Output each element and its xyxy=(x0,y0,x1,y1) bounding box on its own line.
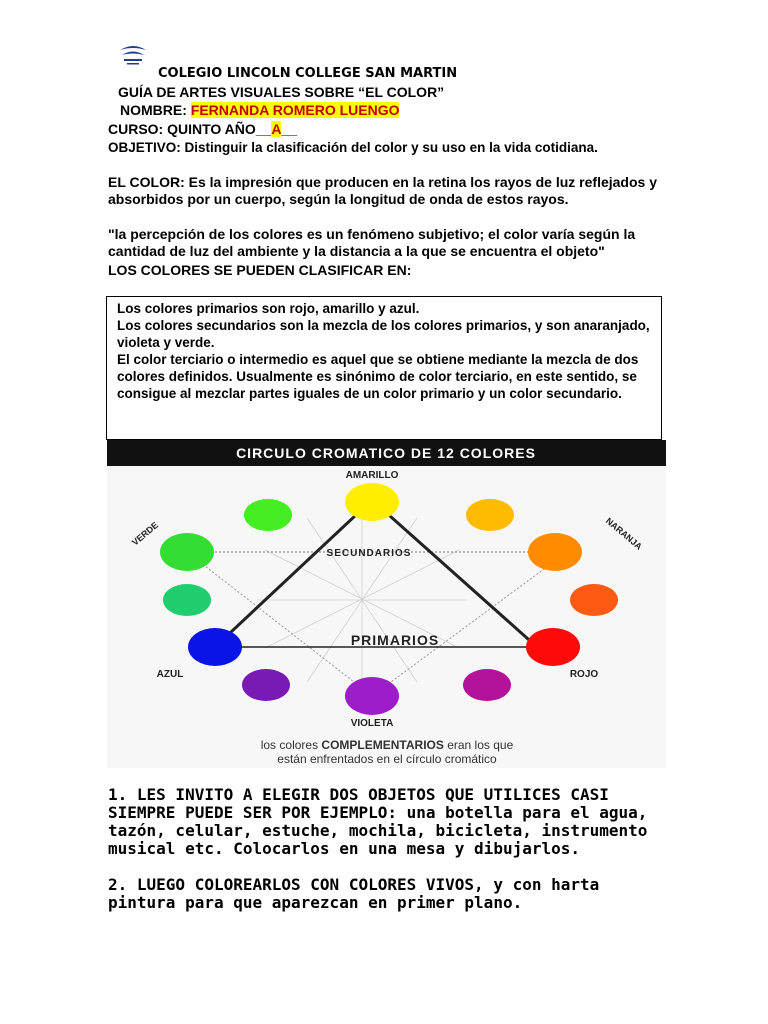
school-logo xyxy=(118,44,148,70)
swatch-naranja xyxy=(528,533,582,571)
task-1: 1. LES INVITO A ELEGIR DOS OBJETOS QUE UTILICES CASI SIEMPRE PUEDE SER POR EJEMPLO: una botella para el agua, tazón, celular, estuche, mochila, bicicleta, instrumento musical etc. Colocarlos en una mesa y dibujarlos. xyxy=(108,785,648,858)
label-primarios: PRIMARIOS xyxy=(350,632,440,648)
tertiary-colors-text: El color terciario o intermedio es aquel que se obtiene mediante la mezcla de dos colores definidos. Usualmente es sinónimo de color terciario, en este sentido, se consigue al mezclar partes iguales de un color primario y un color secundario. xyxy=(117,352,639,401)
swatch-azul xyxy=(188,628,242,666)
swatch-rojo xyxy=(526,628,580,666)
swatch-rojo-violeta xyxy=(463,669,511,701)
guide-title: GUÍA DE ARTES VISUALES SOBRE “EL COLOR” xyxy=(118,84,445,100)
name-label: NOMBRE: xyxy=(120,102,187,118)
label-naranja: NARANJA xyxy=(603,515,645,552)
swatch-amarillo-verde xyxy=(244,499,292,531)
swatch-verde-azul xyxy=(163,584,211,616)
color-definition: EL COLOR: Es la impresión que producen en la retina los rayos de luz reflejados y absorbidos por un cuerpo, según la longitud de onda de estos rayos. xyxy=(108,174,657,207)
caption-line2: están enfrentados en el círculo cromático xyxy=(277,752,497,766)
task-2: 2. LUEGO COLOREARLOS CON COLORES VIVOS, y con harta pintura para que aparezcan en primer plano. xyxy=(108,875,600,912)
wheel-title: CIRCULO CROMATICO DE 12 COLORES xyxy=(236,445,536,461)
color-quote: "la percepción de los colores es un fenómeno subjetivo; el color varía según la cantidad de luz del ambiente y la distancia a la que se encuentra el objeto" xyxy=(108,226,636,259)
course-suffix: __ xyxy=(281,121,298,137)
swatch-azul-violeta xyxy=(242,669,290,701)
secondary-colors-text: Los colores secundarios son la mezcla de los colores primarios, y son anaranjado, violeta y verde. xyxy=(117,318,650,350)
student-name-row xyxy=(120,102,399,118)
label-verde: VERDE xyxy=(129,519,161,548)
swatch-violeta xyxy=(345,677,399,715)
swatch-rojo-naranja xyxy=(570,584,618,616)
course-value: A xyxy=(271,121,282,137)
name-value: FERNANDA ROMERO LUENGO xyxy=(190,102,400,118)
swatch-amarillo-naranja xyxy=(466,499,514,531)
swatch-verde xyxy=(160,533,214,571)
course-row xyxy=(108,121,297,137)
objective: OBJETIVO: Distinguir la clasificación del color y su uso en la vida cotidiana. xyxy=(108,140,598,155)
label-amarillo: AMARILLO xyxy=(345,470,399,481)
color-wheel-figure xyxy=(107,440,666,768)
primary-colors-text: Los colores primarios son rojo, amarillo y azul. xyxy=(117,301,420,316)
classify-heading: LOS COLORES SE PUEDEN CLASIFICAR EN: xyxy=(108,262,412,278)
school-name: COLEGIO LINCOLN COLLEGE SAN MARTIN xyxy=(158,66,458,81)
swatch-amarillo xyxy=(345,483,399,521)
label-rojo: ROJO xyxy=(569,669,599,680)
color-classification-box xyxy=(106,296,662,440)
caption-line1: los colores COMPLEMENTARIOS eran los que xyxy=(260,738,514,752)
course-label: CURSO: QUINTO AÑO__ xyxy=(108,121,272,137)
label-violeta: VIOLETA xyxy=(350,718,394,729)
label-azul: AZUL xyxy=(156,669,184,680)
label-secundarios: SECUNDARIOS xyxy=(326,548,412,559)
